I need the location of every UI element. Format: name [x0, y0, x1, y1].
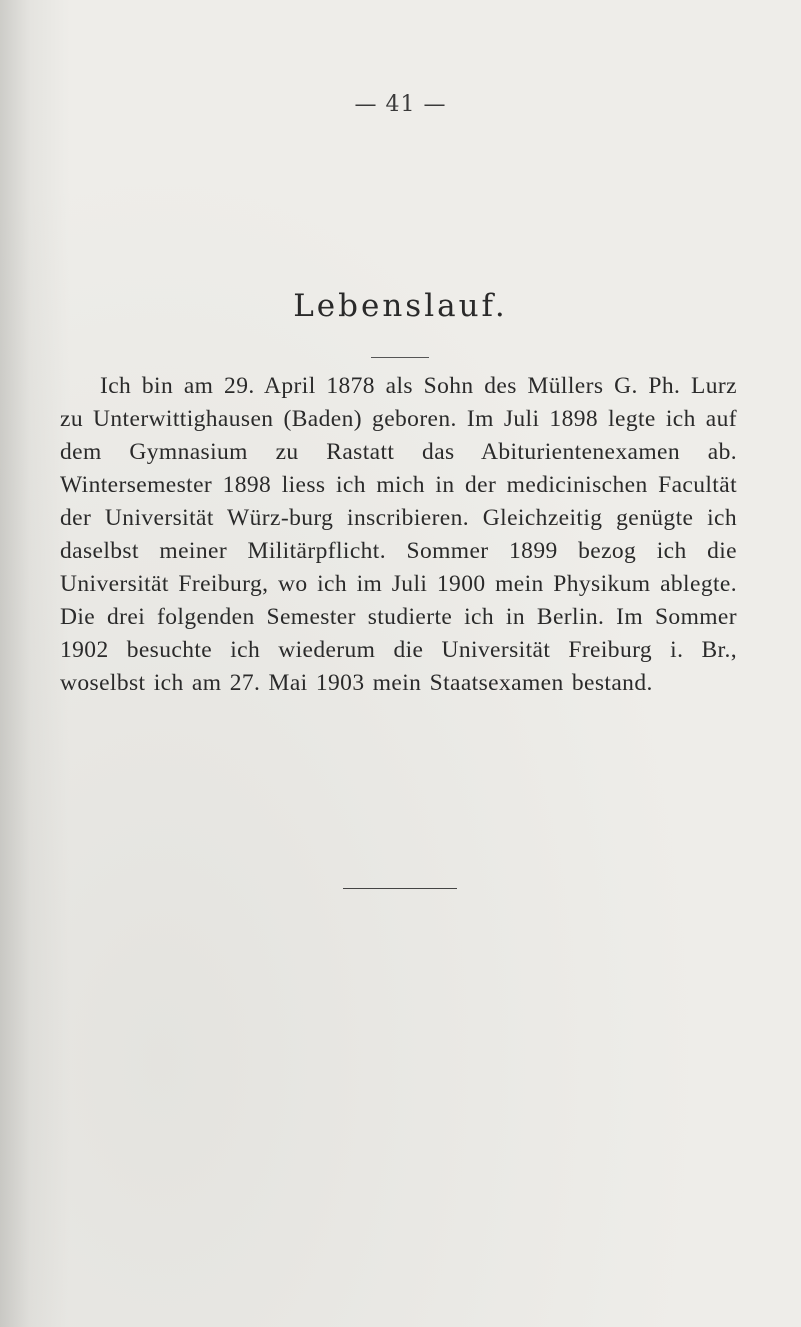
body-paragraph: Ich bin am 29. April 1878 als Sohn des Müllers G. Ph. Lurz zu Unterwittighausen (Baden) geboren. Im Juli 1898 legte ich auf dem Gymnasium zu Rastatt das Abiturientenexamen ab. Wintersemester 1898 liess ich mich in der medicinischen Facultät der Universität Würz-burg inscribieren. Gleichzeitig genügte ich daselbst meiner Militärpflicht. Sommer 1899 bezog ich die Universität Freiburg, wo ich im Juli 1900 mein Physikum ablegte. Die drei folgenden Semester studierte ich in Berlin. Im Sommer 1902 besuchte ich wiederum die Universität Freiburg i. Br., woselbst ich am 27. Mai 1903 mein Staatsexamen bestand.	[60, 373, 737, 696]
end-divider	[343, 888, 457, 889]
page-title: Lebenslauf.	[293, 288, 508, 324]
title-divider	[371, 357, 429, 358]
page-number: — 41 —	[354, 92, 447, 117]
